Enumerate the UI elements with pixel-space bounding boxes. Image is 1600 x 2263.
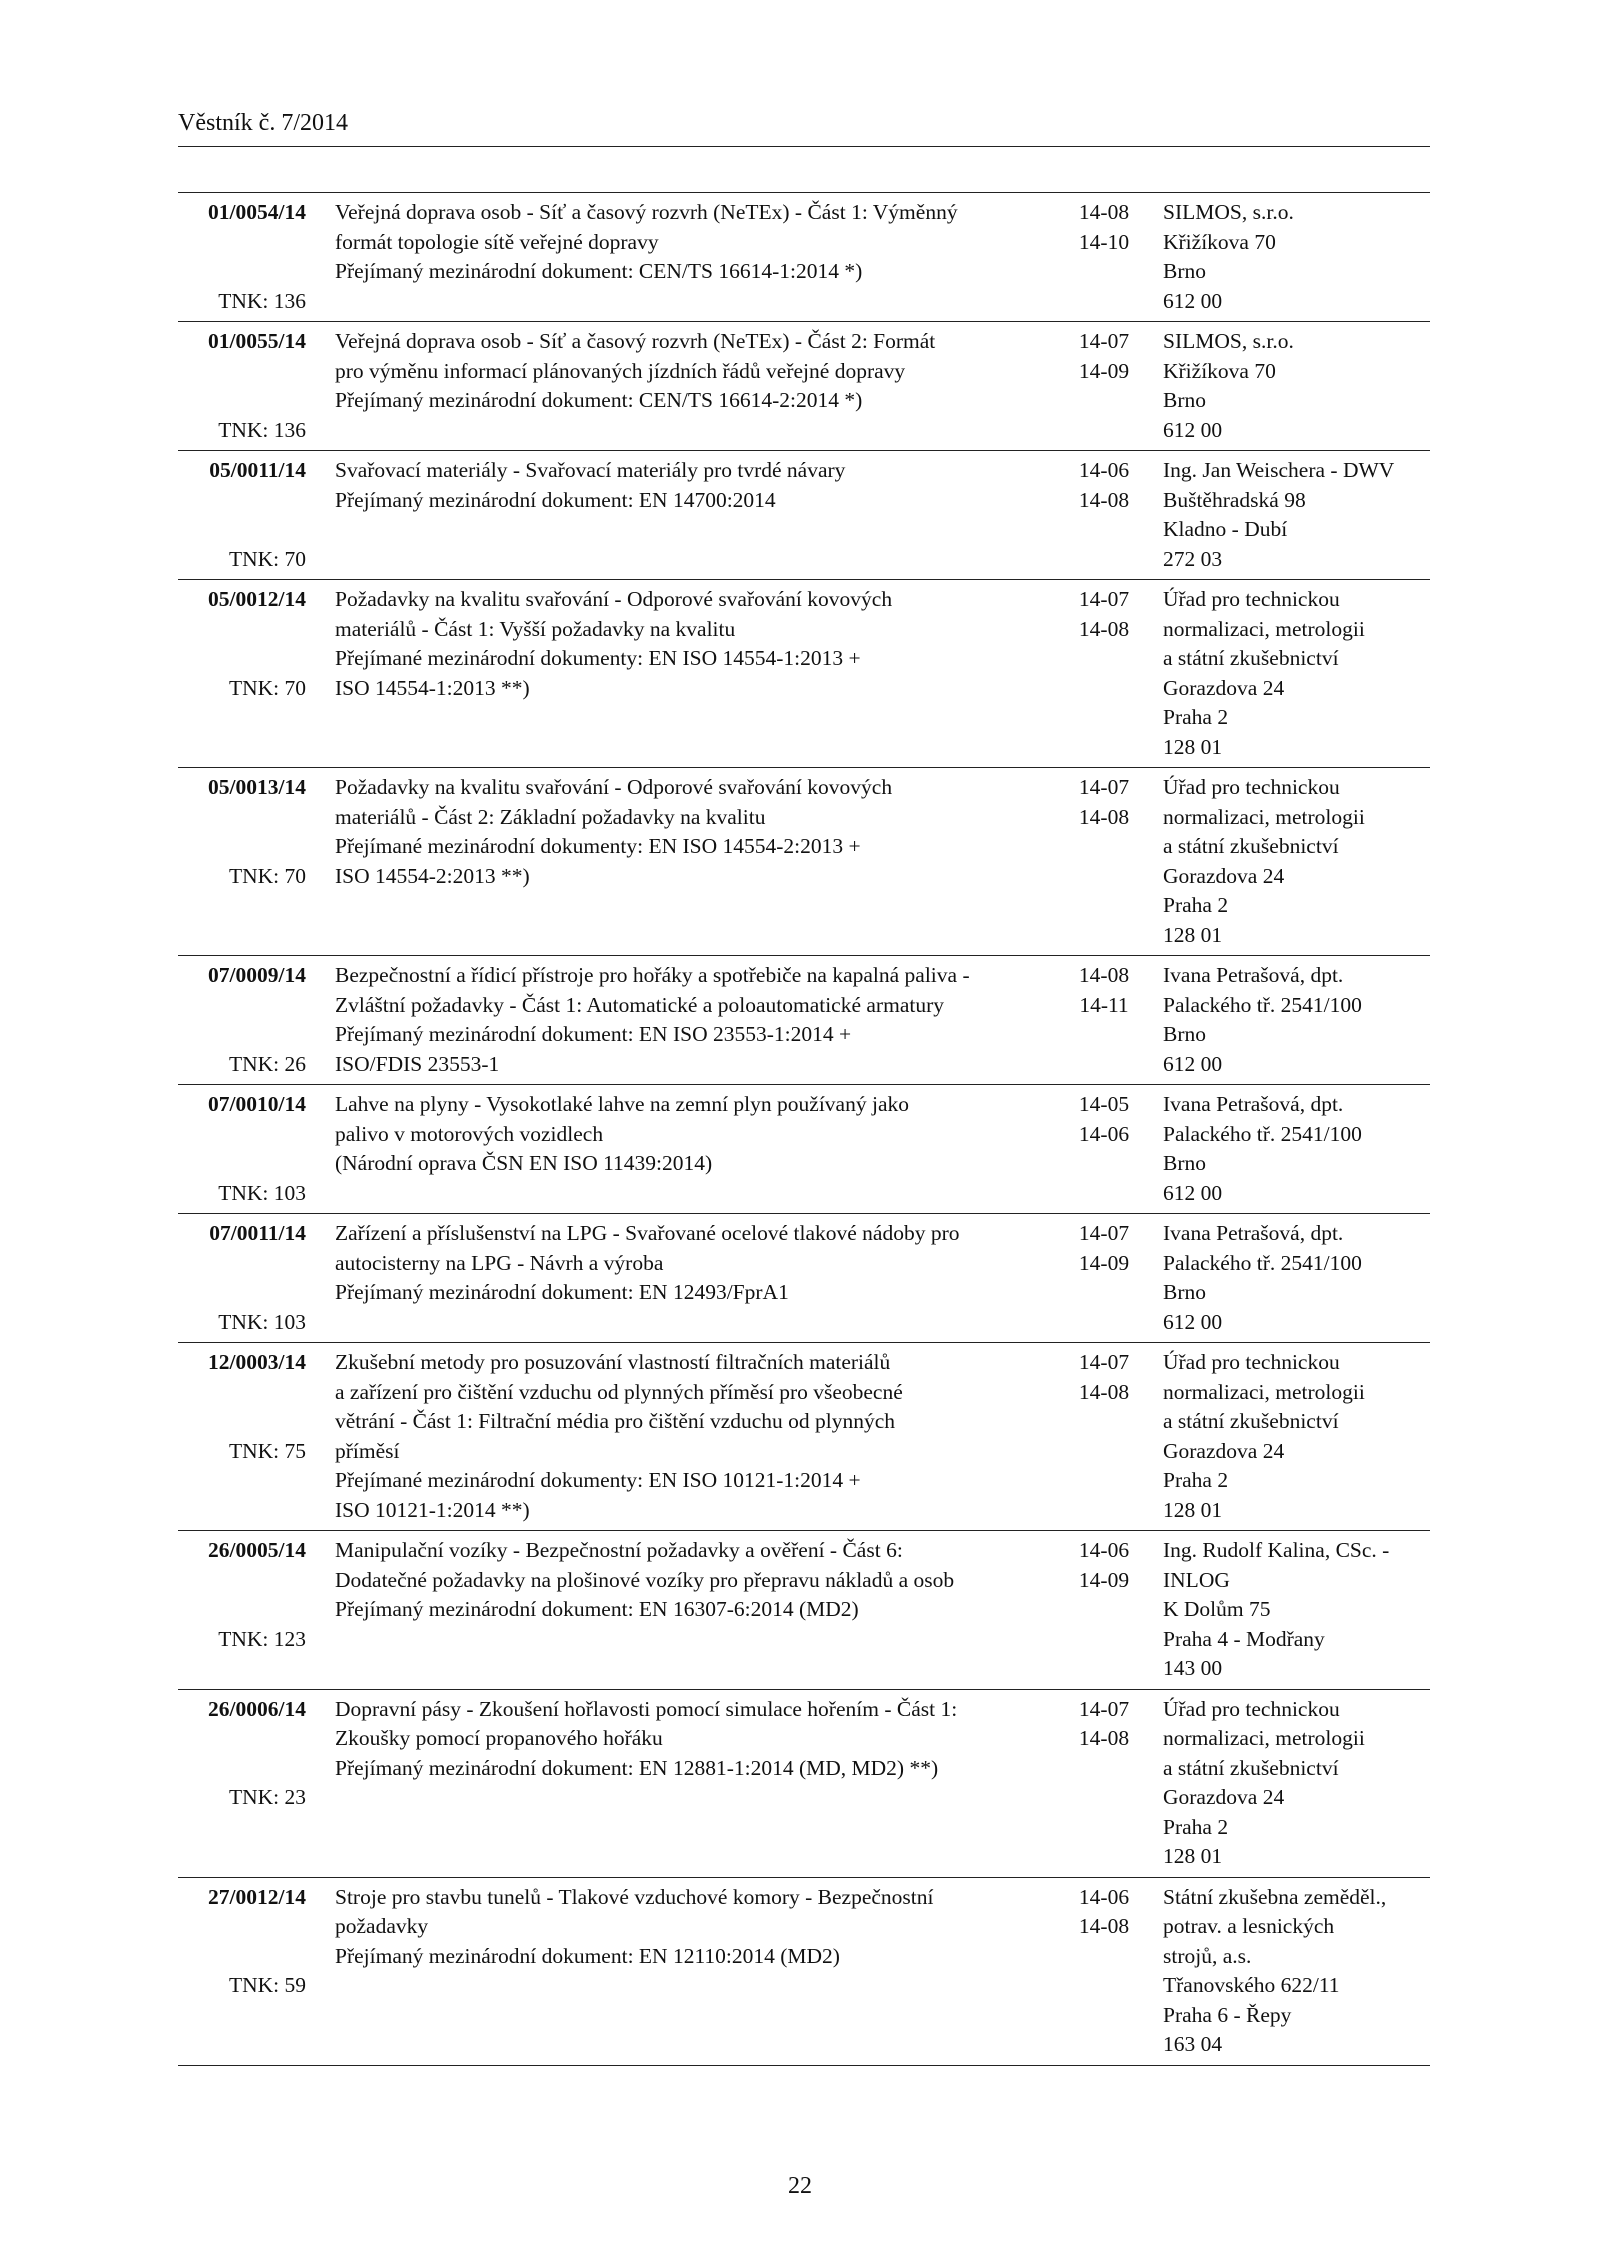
entry-address-line: Gorazdova 24 [1163,863,1285,888]
entry-address-line: Gorazdova 24 [1163,1785,1285,1809]
table-row [178,1531,1430,1690]
entry-title-line: palivo v motorových vozidlech [335,1121,604,1146]
entry-date: 14-05 [1078,1092,1130,1116]
entry-date: 14-09 [1078,358,1130,383]
entry-title-line: Veřejná doprava osob - Síť a časový rozvrh (NeTEx) - Část 1: Výměnný [335,200,958,224]
entry-title [335,961,1055,1079]
entry-address [1163,1219,1430,1337]
entry-title-line: Přejímané mezinárodní dokumenty: EN ISO 10121-1:2014 + [335,1468,861,1492]
entry-address-line: strojů, a.s. [1163,1943,1252,1968]
table-row [178,193,1430,322]
entry-tnk: TNK: 123 [218,1626,306,1651]
entry-title-line: Přejímané mezinárodní dokumenty: EN ISO 14554-2:2013 + [335,834,861,858]
entry-title-line: Přejímaný mezinárodní dokument: EN 14700:2014 [335,487,776,512]
entry-address-line: Palackého tř. 2541/100 [1163,992,1362,1017]
entry-title-line: Přejímaný mezinárodní dokument: CEN/TS 16614-1:2014 *) [335,259,863,283]
entry-date: 14-07 [1078,775,1130,799]
entry-address-line: Kladno - Dubí [1163,517,1288,541]
entry-address-line: normalizaci, metrologii [1163,804,1365,829]
entry-date: 14-08 [1078,616,1130,641]
entry-address-line: 272 03 [1163,546,1223,571]
entry-address-line: Praha 6 - Řepy [1163,2002,1292,2027]
entry-date: 14-07 [1078,1221,1130,1245]
entry-title-line: Stroje pro stavbu tunelů - Tlakové vzduchové komory - Bezpečnostní [335,1884,934,1909]
entry-address [1163,327,1430,445]
entry-code: 05/0013/14 [208,775,306,799]
entry-date: 14-07 [1078,1350,1130,1374]
entry-dates [1064,1536,1144,1595]
entry-code: 01/0054/14 [208,200,306,224]
entry-title [335,456,1055,515]
entry-address-line: Státní zkušebna zeměděl., [1163,1884,1387,1909]
entry-dates [1064,585,1144,644]
entry-title-line: Přejímané mezinárodní dokumenty: EN ISO 14554-1:2013 + [335,646,861,670]
entry-tnk: TNK: 59 [228,1973,306,1997]
entry-tnk: TNK: 75 [228,1438,306,1463]
entry-tnk: TNK: 70 [228,675,306,700]
entry-title-line: Bezpečnostní a řídicí přístroje pro hořáky a spotřebiče na kapalná paliva - [335,963,970,987]
entry-title-line: ISO 14554-2:2013 **) [335,863,530,888]
entry-address-line: normalizaci, metrologii [1163,616,1365,641]
entry-dates [1064,1219,1144,1278]
entry-title-line: pro výměnu informací plánovaných jízdních řádů veřejné dopravy [335,358,906,383]
table-row [178,322,1430,451]
entry-address-line: a státní zkušebnictví [1163,646,1339,670]
entry-address-line: Gorazdova 24 [1163,675,1285,700]
table-row [178,1878,1430,2066]
entry-date: 14-07 [1078,587,1130,611]
entry-date: 14-08 [1078,200,1130,224]
entry-title-line: Přejímaný mezinárodní dokument: EN ISO 23553-1:2014 + [335,1022,852,1046]
entry-address-line: 612 00 [1163,1051,1223,1076]
entry-dates [1064,1090,1144,1149]
entry-address-line: Úřad pro technickou [1163,587,1340,611]
entry-address-line: a státní zkušebnictví [1163,1409,1339,1433]
table-row [178,1343,1430,1531]
entry-address-line: a státní zkušebnictví [1163,1755,1339,1780]
entry-address-line: SILMOS, s.r.o. [1163,329,1294,353]
entry-address-line: Brno [1163,388,1206,412]
entry-address [1163,198,1430,316]
entry-address [1163,1883,1430,2060]
entry-address [1163,773,1430,950]
entry-address-line: Třanovského 622/11 [1163,1973,1340,1997]
entry-address-line: 612 00 [1163,1309,1223,1334]
entry-date: 14-09 [1078,1250,1130,1275]
entry-address-line: Gorazdova 24 [1163,1438,1285,1463]
entry-title [335,1219,1055,1308]
entry-title-line: Přejímaný mezinárodní dokument: CEN/TS 16614-2:2014 *) [335,388,863,412]
entry-code: 26/0006/14 [208,1696,306,1721]
entry-title-line: Přejímaný mezinárodní dokument: EN 12110:2014 (MD2) [335,1943,840,1968]
entry-address-line: Praha 2 [1163,1814,1229,1839]
entry-code: 12/0003/14 [208,1350,306,1374]
entry-tnk: TNK: 103 [218,1180,306,1205]
entry-title-line: větrání - Část 1: Filtrační média pro čištění vzduchu od plynných [335,1409,896,1433]
entry-address-line: Ing. Jan Weischera - DWV [1163,458,1395,482]
table-row [178,768,1430,956]
entry-date: 14-08 [1078,1914,1130,1938]
entry-title [335,1536,1055,1625]
entry-address-line: Praha 2 [1163,705,1229,729]
entry-title [335,1090,1055,1179]
entry-title-line: Lahve na plyny - Vysokotlaké lahve na zemní plyn používaný jako [335,1092,909,1116]
entry-address-line: Ivana Petrašová, dpt. [1163,1221,1344,1245]
standards-table [178,192,1430,2066]
entry-title-line: Přejímaný mezinárodní dokument: EN 12881-1:2014 (MD, MD2) **) [335,1755,939,1780]
entry-title-line: Dodatečné požadavky na plošinové vozíky pro přepravu nákladů a osob [335,1567,955,1592]
entry-address-line: Úřad pro technickou [1163,1350,1340,1374]
entry-title-line: Přejímaný mezinárodní dokument: EN 16307-6:2014 (MD2) [335,1597,859,1621]
entry-code: 07/0009/14 [208,963,306,987]
entry-date: 14-09 [1078,1567,1130,1592]
entry-title [335,198,1055,287]
entry-address-line: Brno [1163,1022,1206,1046]
table-row [178,1214,1430,1343]
entry-dates [1064,1883,1144,1942]
entry-title-line: Zkušební metody pro posuzování vlastností filtračních materiálů [335,1350,891,1374]
entry-date: 14-08 [1078,1379,1130,1404]
page-header [178,108,1430,147]
entry-address-line: Ing. Rudolf Kalina, CSc. - [1163,1538,1390,1562]
entry-dates [1064,327,1144,386]
entry-dates [1064,456,1144,515]
entry-date: 14-07 [1078,1696,1130,1721]
entry-date: 14-07 [1078,329,1130,353]
entry-title-line: materiálů - Část 1: Vyšší požadavky na kvalitu [335,616,736,641]
entry-title-line: příměsí [335,1438,400,1463]
entry-title [335,1695,1055,1784]
entry-title [335,1883,1055,1972]
entry-title-line: ISO 10121-1:2014 **) [335,1497,530,1522]
entry-address-line: 128 01 [1163,922,1223,947]
entry-title [335,585,1055,703]
entry-address-line: K Dolům 75 [1163,1597,1271,1621]
entry-title-line: materiálů - Část 2: Základní požadavky na kvalitu [335,804,766,829]
entry-address-line: normalizaci, metrologii [1163,1726,1365,1750]
entry-address-line: 612 00 [1163,417,1223,442]
entry-title [335,773,1055,891]
entry-address-line: normalizaci, metrologii [1163,1379,1365,1404]
entry-code: 26/0005/14 [208,1538,306,1562]
entry-address-line: Ivana Petrašová, dpt. [1163,963,1344,987]
entry-date: 14-06 [1078,1884,1130,1909]
entry-code: 27/0012/14 [208,1884,306,1909]
table-row [178,451,1430,580]
entry-address-line: Brno [1163,1280,1206,1304]
entry-title-line: Přejímaný mezinárodní dokument: EN 12493/FprA1 [335,1280,789,1304]
entry-address-line: Praha 2 [1163,893,1229,917]
entry-address-line: 128 01 [1163,1844,1223,1868]
entry-title-line: Veřejná doprava osob - Síť a časový rozvrh (NeTEx) - Část 2: Formát [335,329,936,353]
entry-address-line: Praha 2 [1163,1468,1229,1492]
entry-date: 14-08 [1078,963,1130,987]
entry-title-line: požadavky [335,1914,429,1938]
entry-tnk: TNK: 103 [218,1309,306,1334]
entry-tnk: TNK: 26 [228,1051,306,1076]
entry-title [335,1348,1055,1525]
entry-address [1163,456,1430,574]
entry-tnk: TNK: 70 [228,863,306,888]
entry-address-line: Úřad pro technickou [1163,775,1340,799]
entry-code: 05/0011/14 [209,458,306,482]
entry-address [1163,1348,1430,1525]
entry-address-line: Praha 4 - Modřany [1163,1626,1325,1651]
entry-title-line: Požadavky na kvalitu svařování - Odporové svařování kovových [335,587,893,611]
entry-code: 01/0055/14 [208,329,306,353]
entry-address [1163,1536,1430,1684]
entry-title-line: Zařízení a příslušenství na LPG - Svařované ocelové tlakové nádoby pro [335,1221,960,1245]
entry-title-line: a zařízení pro čištění vzduchu od plynných příměsí pro všeobecné [335,1379,903,1404]
entry-address [1163,961,1430,1079]
entry-title [335,327,1055,416]
entry-address-line: Palackého tř. 2541/100 [1163,1250,1362,1275]
entry-title-line: Zvláštní požadavky - Část 1: Automatické a poloautomatické armatury [335,992,944,1017]
entry-title-line: Dopravní pásy - Zkoušení hořlavosti pomocí simulace hořením - Část 1: [335,1696,958,1721]
entry-code: 07/0011/14 [209,1221,306,1245]
journal-title: Věstník č. 7/2014 [178,110,348,136]
entry-title-line: (Národní oprava ČSN EN ISO 11439:2014) [335,1151,713,1175]
entry-title-line: Manipulační vozíky - Bezpečnostní požadavky a ověření - Část 6: [335,1538,903,1562]
entry-date: 14-06 [1078,1121,1130,1146]
entry-address-line: a státní zkušebnictví [1163,834,1339,858]
entry-title-line: autocisterny na LPG - Návrh a výroba [335,1250,664,1275]
entry-date: 14-08 [1078,1726,1130,1750]
table-row [178,1085,1430,1214]
entry-title-line: ISO 14554-1:2013 **) [335,675,530,700]
entry-address-line: Buštěhradská 98 [1163,487,1306,512]
entry-date: 14-11 [1079,992,1129,1017]
entry-date: 14-06 [1078,1538,1130,1562]
entry-address-line: Křižíkova 70 [1163,229,1276,254]
table-row [178,956,1430,1085]
entry-address-line: INLOG [1163,1567,1230,1592]
page-footer [0,2172,1600,2202]
entry-date: 14-10 [1078,229,1130,254]
table-row [178,580,1430,768]
entry-address-line: 128 01 [1163,734,1223,759]
entry-address-line: Ivana Petrašová, dpt. [1163,1092,1344,1116]
entry-address-line: SILMOS, s.r.o. [1163,200,1294,224]
entry-title-line: Požadavky na kvalitu svařování - Odporové svařování kovových [335,775,893,799]
entry-date: 14-06 [1078,458,1130,482]
entry-tnk: TNK: 136 [218,288,306,313]
entry-date: 14-08 [1078,487,1130,512]
entry-date: 14-08 [1078,804,1130,829]
entry-address-line: Brno [1163,1151,1206,1175]
entry-dates [1064,198,1144,257]
entry-title-line: ISO/FDIS 23553-1 [335,1051,500,1076]
entry-tnk: TNK: 70 [228,546,306,571]
entry-title-line: Svařovací materiály - Svařovací materiály pro tvrdé návary [335,458,846,482]
entry-address-line: 163 04 [1163,2032,1223,2056]
entry-address-line: 612 00 [1163,288,1223,313]
entry-tnk: TNK: 23 [228,1785,306,1809]
entry-address-line: Úřad pro technickou [1163,1696,1340,1721]
entry-code: 05/0012/14 [208,587,306,611]
entry-address-line: potrav. a lesnických [1163,1914,1335,1938]
entry-dates [1064,1348,1144,1407]
entry-address-line: 143 00 [1163,1656,1223,1680]
entry-title-line: formát topologie sítě veřejné dopravy [335,229,659,254]
entry-code: 07/0010/14 [208,1092,306,1116]
entry-title-line: Zkoušky pomocí propanového hořáku [335,1726,663,1750]
entry-address-line: 612 00 [1163,1180,1223,1205]
entry-address-line: Brno [1163,259,1206,283]
entry-address [1163,585,1430,762]
table-row [178,1690,1430,1878]
entry-dates [1064,773,1144,832]
entry-address-line: Křižíkova 70 [1163,358,1276,383]
entry-address [1163,1695,1430,1872]
entry-dates [1064,1695,1144,1754]
page-number: 22 [788,2173,812,2199]
entry-address [1163,1090,1430,1208]
entry-dates [1064,961,1144,1020]
entry-address-line: Palackého tř. 2541/100 [1163,1121,1362,1146]
entry-address-line: 128 01 [1163,1497,1223,1522]
entry-tnk: TNK: 136 [218,417,306,442]
